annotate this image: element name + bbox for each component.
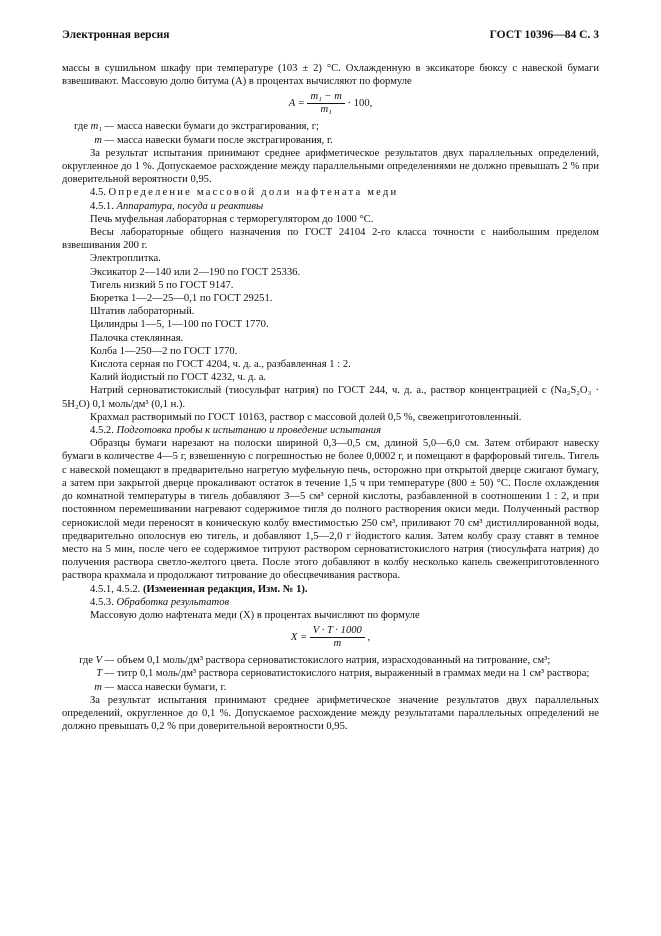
definition-symbol: m — — [94, 134, 114, 146]
section-title: Аппаратура, посуда и реактивы — [116, 200, 264, 212]
section-number: 4.5. — [90, 187, 106, 199]
definition-row — [62, 667, 599, 680]
list-item: Калий йодистый по ГОСТ 4232, ч. д. а. — [90, 372, 267, 384]
definition-text: объем 0,1 моль/дм³ раствора серноватистокислого натрия, израсходованный на титрование, см³; — [117, 655, 551, 667]
definition-row — [62, 134, 599, 147]
section-title: Обработка результатов — [116, 596, 230, 608]
definitions-copper — [62, 654, 599, 694]
section-4-5-3-heading — [62, 596, 599, 609]
section-title: Подготовка пробы к испытанию и проведение испытания — [116, 425, 381, 437]
where-label: где — [79, 655, 93, 667]
list-item: Бюретка 1—2—25—0,1 по ГОСТ 29251. — [90, 293, 273, 305]
definition-symbol: T — — [96, 668, 114, 680]
section-4-5-1-heading — [62, 200, 599, 213]
section-number: 4.5.3. — [90, 596, 114, 608]
paragraph-procedure: Образцы бумаги нарезают на полоски шириной 0,3—0,5 см, длиной 5,0—6,0 см. Затем отбирают навеску бумаги в количестве 4—5 г, взвешенную с погрешностью не более 0,0002 г, и помещают в фарфоровый тигель. Тигель с навеской помещают в предварительно нагретую муфельную печь, осторожно при открытой дверце сжигают бумагу, а затем при закрытой дверце прокаливают остаток в течение 1,5 ч при температуре (800 ± 50) °С. После охлаждения до комнатной температуры в тигель добавляют 3—5 см³ серной кислоты, разбавленной в соотношении 1 : 2, и при постоянном перемешивании нагревают содержимое тигля до полного растворения окиси меди. Полученный раствор сернокислой меди переносят в коническую колбу вместимостью 250 см³, приливают 70 см³ дистиллированной воды, предварительно ополоснув ею тигель, и добавляют 1,5—2,0 г йодистого калия. Затем колбу сразу ставят в темное место на 5 мин, после чего ее содержимое титруют раствором серноватистокислого натрия (тиосульфата натрия) до получения раствора светло-желтого цвета. После этого добавляют в колбу несколько капель свежеприготовленного раствора крахмала и продолжают титрование до обесцвечивания раствора. — [62, 438, 599, 582]
list-item: Натрий серноватистокислый (тиосульфат натрия) по ГОСТ 244, ч. д. а., раствор концентрацией c (Na₂S₂O₃ · 5H₂O) 0,1 моль/дм³ (0,1 н.). — [62, 385, 599, 410]
definition-term — [62, 654, 117, 667]
formula-bitumen-fraction — [307, 91, 344, 116]
list-item: Крахмал растворимый по ГОСТ 10163, раствор с массовой долей 0,5 %, свежеприготовленный. — [90, 411, 522, 423]
formula-bitumen — [62, 91, 599, 116]
formula-copper-denominator: m — [333, 638, 342, 650]
list-item: Палочка стеклянная. — [90, 332, 184, 344]
definition-text: масса навески бумаги после экстрагирования, г. — [117, 134, 333, 146]
formula-bitumen-numerator: m₁ − m — [307, 91, 344, 104]
definition-row — [62, 681, 599, 694]
definition-text: масса навески бумаги, г. — [117, 681, 227, 693]
formula-bitumen-lhs: A = — [288, 98, 305, 110]
list-item: Цилиндры 1—5, 1—100 по ГОСТ 1770. — [90, 319, 269, 331]
section-title: Определение массовой доли нафтената меди — [108, 187, 399, 199]
definition-symbol: m — — [94, 681, 114, 693]
header-standard-page: ГОСТ 10396—84 С. 3 — [489, 29, 599, 41]
where-label: где — [74, 121, 88, 133]
list-item: Штатив лабораторный. — [90, 306, 195, 318]
definition-text: масса навески бумаги до экстрагирования, г; — [117, 121, 319, 133]
formula-copper — [62, 625, 599, 650]
list-item: Печь муфельная лабораторная с терморегулятором до 1000 °С. — [90, 213, 374, 225]
definition-row — [62, 120, 599, 133]
definition-text: титр 0,1 моль/дм³ раствора серноватистокислого натрия, выраженный в граммах меди на 1 см³ раствора; — [117, 668, 590, 680]
definition-symbol: m₁ — — [90, 121, 114, 133]
list-item: Колба 1—250—2 по ГОСТ 1770. — [90, 345, 238, 357]
definition-term — [62, 120, 117, 133]
section-4-5-2-heading — [62, 424, 599, 437]
amendment-note — [62, 583, 599, 596]
list-item: Кислота серная по ГОСТ 4204, ч. д. а., разбавленная 1 : 2. — [90, 359, 351, 371]
formula-copper-lhs: X = — [290, 632, 308, 644]
list-item: Тигель низкий 5 по ГОСТ 9147. — [90, 279, 234, 291]
paragraph-bitumen-result: За результат испытания принимают среднее арифметическое результатов двух параллельных определений, округленное до 1 %. Допускаемое расхождение между параллельными определениями не должно превышать 2 % при доверительной вероятности 0,95. — [62, 147, 599, 186]
formula-copper-tail: , — [367, 632, 371, 644]
definitions-bitumen — [62, 120, 599, 146]
list-item: Весы лабораторные общего назначения по ГОСТ 24104 2-го класса точности с наибольшим пределом взвешивания 200 г. — [62, 227, 599, 252]
paragraph-bitumen-intro: массы в сушильном шкафу при температуре (103 ± 2) °С. Охлажденную в эксикаторе бюксу с навеской бумаги взвешивают. Массовую долю битума (A) в процентах вычисляют по формуле — [62, 63, 599, 88]
section-number: 4.5.2. — [90, 425, 114, 437]
formula-bitumen-denominator: m₁ — [320, 104, 332, 116]
formula-bitumen-tail: · 100, — [347, 98, 373, 110]
paragraph-copper-result: За результат испытания принимают среднее арифметическое значение результатов двух параллельных определений, округленное до 0,1 %. Допускаемое расхождение между результатами параллельных определений не должно превышать 0,2 % при доверительной вероятности 0,95. — [62, 694, 599, 733]
paragraph-copper-intro: Массовую долю нафтената меди (X) в процентах вычисляют по формуле — [90, 609, 420, 621]
definition-symbol: V — — [95, 655, 114, 667]
formula-copper-fraction — [310, 625, 365, 650]
list-item: Электроплитка. — [90, 253, 161, 265]
header-edition-label: Электронная версия — [62, 29, 170, 41]
definition-row — [62, 654, 599, 667]
section-number: 4.5.1. — [90, 200, 114, 212]
section-4-5-heading — [62, 186, 599, 199]
amendment-text: (Измененная редакция, Изм. № 1). — [142, 583, 308, 595]
amendment-sections: 4.5.1, 4.5.2. — [90, 583, 141, 595]
list-item: Эксикатор 2—140 или 2—190 по ГОСТ 25336. — [90, 266, 301, 278]
formula-copper-numerator: V · T · 1000 — [310, 625, 365, 638]
document-body — [62, 62, 599, 733]
